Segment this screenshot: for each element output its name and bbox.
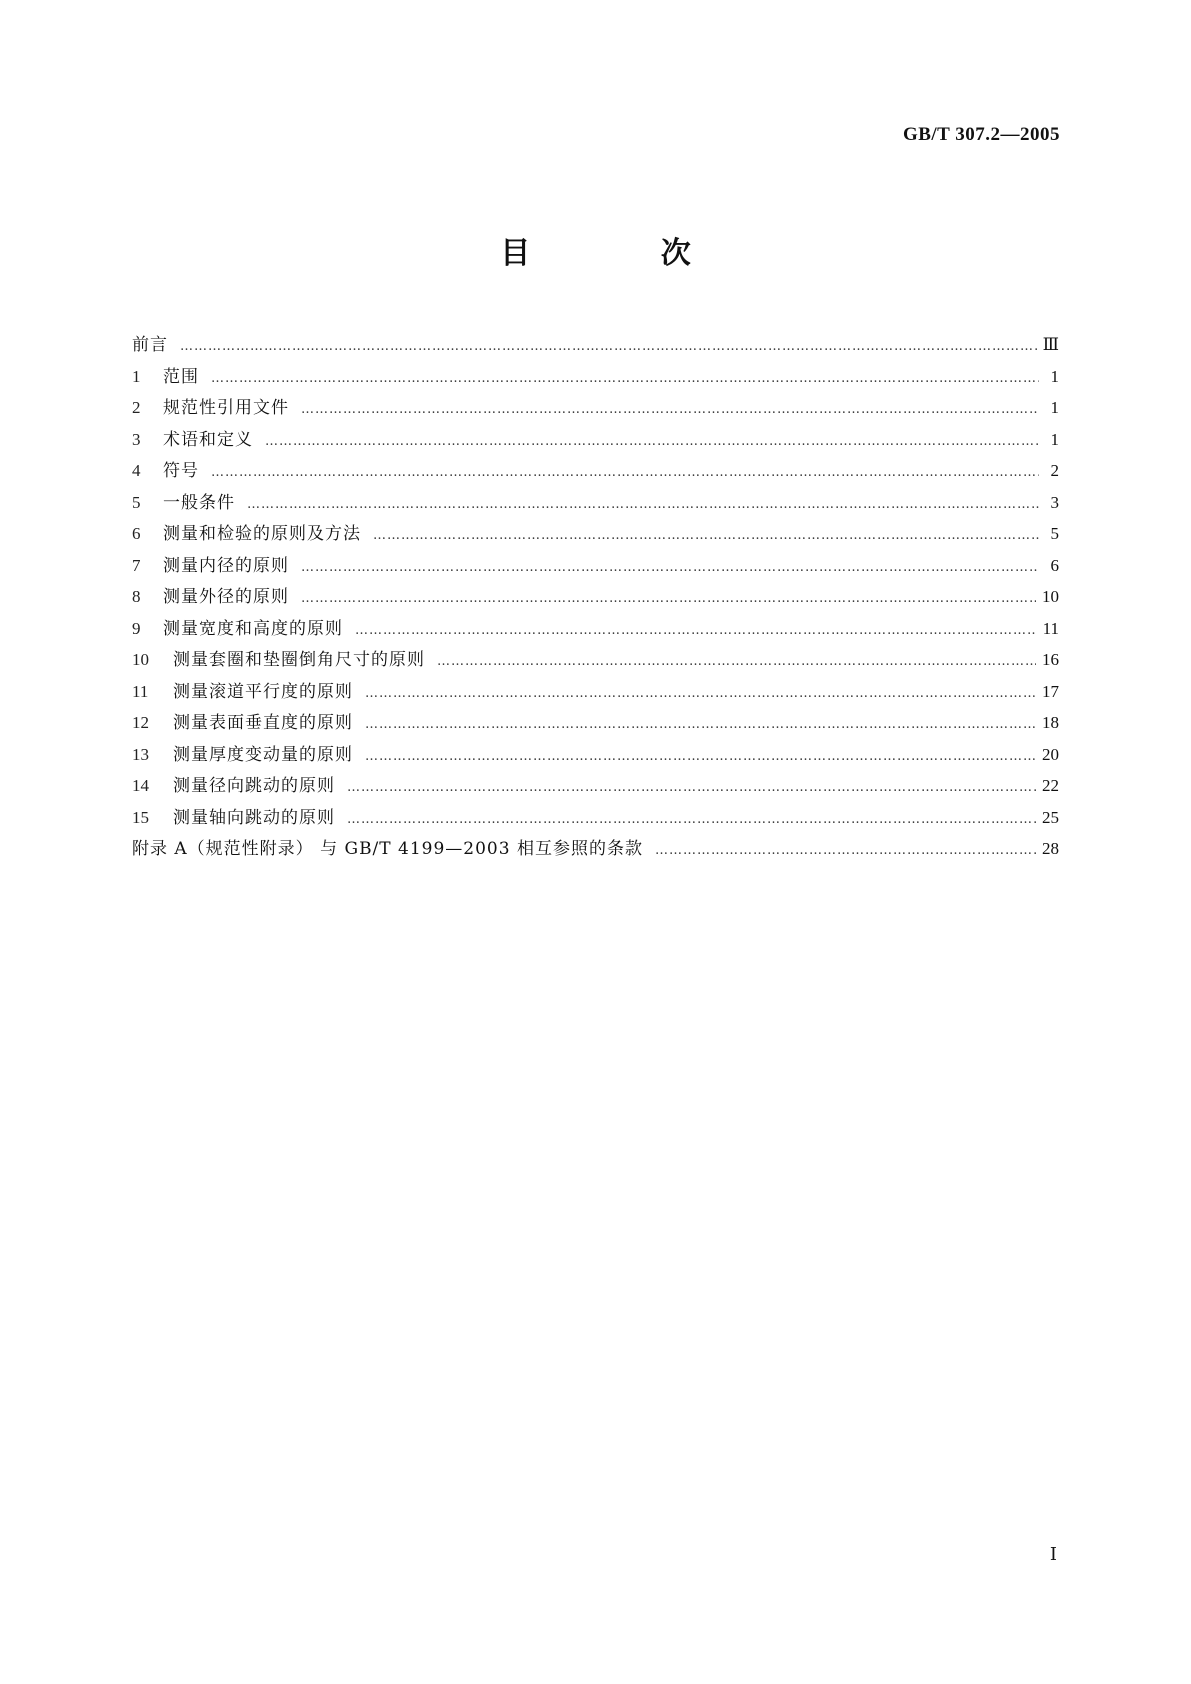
toc-entry-number: 5 <box>132 492 141 512</box>
table-of-contents <box>132 330 1059 866</box>
toc-entry-foreword[interactable] <box>132 330 1059 362</box>
toc-entry-page: 28 <box>1042 839 1059 858</box>
toc-entry-page: 11 <box>1042 618 1059 638</box>
toc-entry-label: 测量套圈和垫圈倒角尺寸的原则 <box>173 650 425 670</box>
toc-leader-dots <box>347 812 1036 827</box>
toc-entry[interactable] <box>132 740 1059 772</box>
toc-leader-dots <box>301 560 1039 575</box>
toc-leader-dots <box>437 654 1036 669</box>
toc-entry[interactable] <box>132 708 1059 740</box>
toc-leader-dots <box>347 780 1036 795</box>
toc-entry-page: 22 <box>1042 776 1059 795</box>
toc-entry-label: 前言 <box>132 335 168 355</box>
toc-entry-page: 10 <box>1042 587 1059 606</box>
toc-entry-page: 20 <box>1042 744 1059 764</box>
toc-entry-label: 术语和定义 <box>163 429 253 450</box>
toc-entry-label: 一般条件 <box>163 492 235 513</box>
toc-leader-dots <box>211 465 1039 480</box>
page-number: Ⅰ <box>1049 1544 1057 1564</box>
toc-entry-number: 12 <box>132 713 149 732</box>
toc-leader-dots <box>373 528 1039 543</box>
toc-entry-page: 5 <box>1050 524 1059 543</box>
toc-entry-page: 16 <box>1042 650 1059 669</box>
toc-entry-page: Ⅲ <box>1042 335 1059 354</box>
toc-entry-label: 测量轴向跳动的原则 <box>173 807 335 828</box>
toc-leader-dots <box>247 497 1039 512</box>
toc-entry-label: 测量表面垂直度的原则 <box>173 713 353 733</box>
toc-entry-label: 规范性引用文件 <box>163 398 289 418</box>
toc-entry-number: 13 <box>132 744 149 764</box>
toc-entry-page: 6 <box>1050 555 1059 575</box>
toc-entry-page: 3 <box>1050 492 1059 512</box>
toc-entry-page: 2 <box>1050 461 1059 480</box>
toc-entry-label: 测量外径的原则 <box>163 587 289 607</box>
toc-entry[interactable] <box>132 425 1059 457</box>
toc-entry-page: 1 <box>1050 366 1059 386</box>
toc-entry[interactable] <box>132 393 1059 425</box>
toc-entry-number: 6 <box>132 524 141 543</box>
toc-leader-dots <box>180 339 1037 354</box>
toc-entry[interactable] <box>132 519 1059 551</box>
toc-leader-dots <box>211 371 1039 386</box>
toc-entry-number: 8 <box>132 587 141 606</box>
toc-leader-dots <box>365 686 1036 701</box>
toc-entry-label: 测量厚度变动量的原则 <box>173 744 353 765</box>
toc-entry-page: 18 <box>1042 713 1059 732</box>
toc-entry-number: 10 <box>132 650 149 669</box>
toc-leader-dots <box>301 591 1036 606</box>
toc-entry-page: 17 <box>1042 681 1059 701</box>
toc-entry[interactable] <box>132 771 1059 803</box>
toc-leader-dots <box>355 623 1037 638</box>
toc-entry[interactable] <box>132 551 1059 583</box>
toc-entry-appendix-a[interactable] <box>132 834 1059 866</box>
toc-entry-number: 7 <box>132 555 141 575</box>
toc-entry-number: 1 <box>132 366 141 386</box>
toc-entry[interactable] <box>132 645 1059 677</box>
toc-entry[interactable] <box>132 803 1059 835</box>
toc-entry[interactable] <box>132 362 1059 394</box>
toc-entry[interactable] <box>132 582 1059 614</box>
toc-entry-number: 14 <box>132 776 149 795</box>
toc-entry-label: 附录 A（规范性附录） 与 GB/T 4199—2003 相互参照的条款 <box>132 839 643 859</box>
toc-leader-dots <box>301 402 1039 417</box>
page-title: 目 次 <box>500 236 751 271</box>
toc-entry-label: 测量和检验的原则及方法 <box>163 524 361 544</box>
toc-entry-number: 11 <box>132 681 149 701</box>
toc-leader-dots <box>265 434 1039 449</box>
toc-entry-page: 1 <box>1050 429 1059 449</box>
toc-entry-page: 1 <box>1050 398 1059 417</box>
toc-entry[interactable] <box>132 614 1059 646</box>
toc-entry-label: 测量滚道平行度的原则 <box>173 681 353 702</box>
toc-entry-number: 4 <box>132 461 141 480</box>
toc-entry-number: 9 <box>132 618 141 638</box>
toc-entry-page: 25 <box>1042 807 1059 827</box>
toc-entry-label: 测量径向跳动的原则 <box>173 776 335 796</box>
standard-code: GB/T 307.2—2005 <box>902 124 1060 145</box>
toc-leader-dots <box>655 843 1036 858</box>
toc-entry-number: 3 <box>132 429 141 449</box>
toc-entry-number: 15 <box>132 807 149 827</box>
toc-leader-dots <box>365 717 1036 732</box>
toc-leader-dots <box>365 749 1036 764</box>
toc-entry-number: 2 <box>132 398 141 417</box>
toc-entry[interactable] <box>132 456 1059 488</box>
toc-entry[interactable] <box>132 488 1059 520</box>
toc-entry[interactable] <box>132 677 1059 709</box>
toc-entry-label: 符号 <box>163 461 199 481</box>
toc-entry-label: 测量宽度和高度的原则 <box>163 618 343 639</box>
toc-entry-label: 范围 <box>163 366 199 387</box>
toc-entry-label: 测量内径的原则 <box>163 555 289 576</box>
